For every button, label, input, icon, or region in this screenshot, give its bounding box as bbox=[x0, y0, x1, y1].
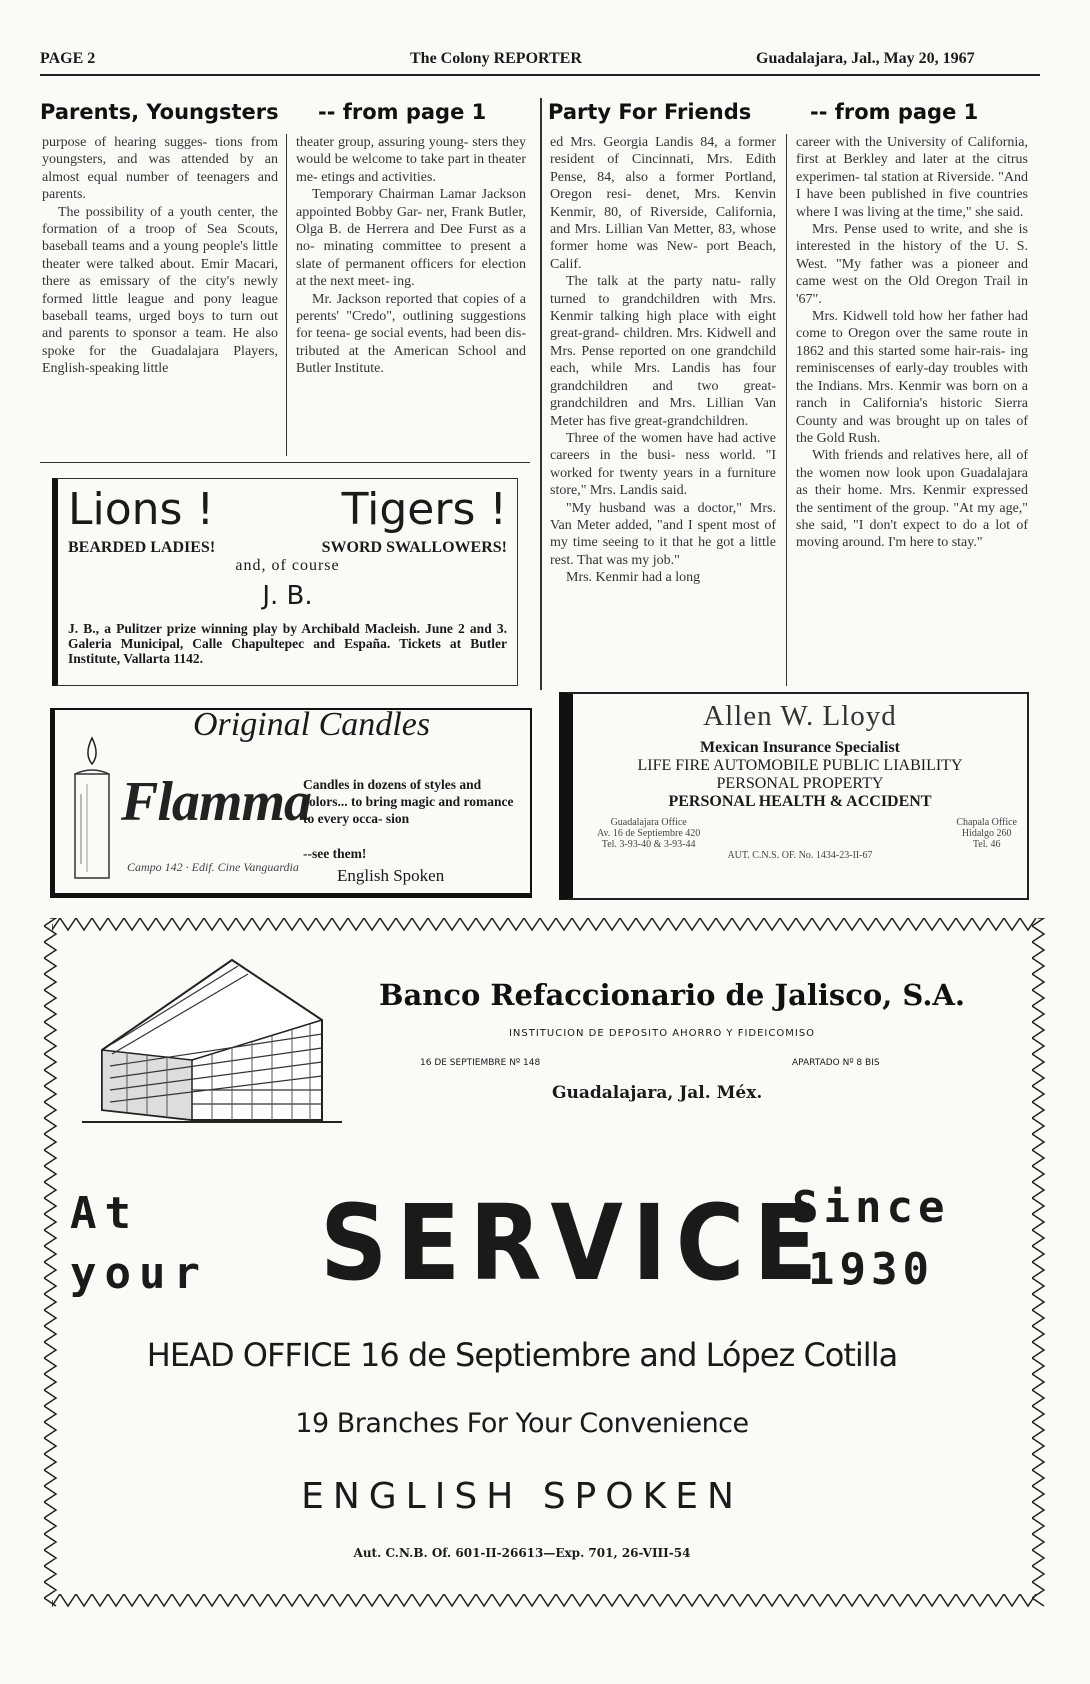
lloyd-title: Mexican Insurance Specialist bbox=[700, 739, 900, 756]
bank-apartado: APARTADO Nº 8 BIS bbox=[792, 1058, 880, 1068]
zigzag-border-bottom bbox=[52, 1594, 1042, 1608]
office-name: Guadalajara Office bbox=[610, 817, 687, 828]
paragraph: purpose of hearing sugges- tions from youngsters, and was attended by an almost equal number of teenagers and parents. bbox=[42, 135, 278, 203]
header-rule bbox=[40, 74, 1040, 76]
left-headline: Parents, Youngsters bbox=[40, 100, 279, 124]
bank-institution: INSTITUCION DE DEPOSITO AHORRO Y FIDEICOMISO bbox=[508, 1028, 816, 1039]
and-of-course: and, of course bbox=[235, 557, 340, 574]
sword-swallowers: SWORD SWALLOWERS! bbox=[321, 539, 507, 556]
flamma-logo: Flamma bbox=[121, 771, 312, 833]
paragraph: Mr. Jackson reported that copies of a perents' "Credo", outlining suggestions for teena- ge social events, had been dis- tributed at the American School and Butler Institute. bbox=[296, 291, 526, 377]
paragraph: ed Mrs. Georgia Landis 84, a former resident of Cincinnati, Mrs. Edith Pense, 84, also a former Portland, Oregon resi- denet, Mrs. Kenvin Kenmir, 80, of Riverside, California, and Mrs. Lillian Van Metter, 83, whose former home was New- port Beach, Calif. bbox=[550, 135, 776, 272]
candles-address: Campo 142 · Edif. Cine Vanguardia bbox=[127, 860, 299, 874]
lloyd-name: Allen W. Lloyd bbox=[703, 700, 897, 732]
center-column-rule bbox=[540, 98, 542, 690]
dateline: Guadalajara, Jal., May 20, 1967 bbox=[756, 50, 975, 67]
office-name: Chapala Office bbox=[956, 817, 1017, 828]
right-story-col1 bbox=[550, 134, 776, 587]
column-rule bbox=[286, 134, 287, 456]
paragraph: The talk at the party natu- rally turned to grandchildren with Mrs. Kenmir talking high place with eight great-grand- children. Mrs. Kidwell and Mrs. Pense reported on one grandchild each, while Mrs. Landis has four grandchildren and two great-grandchildren and Mrs. Lillian Van Meter has five great-grandchildren. bbox=[550, 274, 776, 429]
zigzag-border-top bbox=[52, 918, 1042, 932]
paragraph: Three of the women have had active careers in the busi- ness world. "I worked for twenty years in a furniture store," Mrs. Landis said. bbox=[550, 430, 776, 499]
slogan-year: 1930 bbox=[808, 1244, 934, 1295]
slogan-your: your bbox=[70, 1248, 208, 1299]
right-headline: Party For Friends bbox=[548, 100, 752, 124]
office-address: Av. 16 de Septiembre 420 bbox=[597, 828, 701, 839]
bank-name: Banco Refaccionario de Jalisco, S.A. bbox=[378, 978, 966, 1012]
bearded-ladies: BEARDED LADIES! bbox=[68, 539, 216, 556]
jb-title: J. B. bbox=[262, 581, 313, 611]
left-story-col2 bbox=[296, 134, 526, 378]
head-office: HEAD OFFICE 16 de Septiembre and López Cotilla bbox=[146, 1336, 898, 1374]
lions-heading: Lions ! bbox=[68, 484, 215, 535]
paragraph: Mrs. Kidwell told how her father had come to Oregon over the same route in 1862 and this started some hair-rais- ing reminiscenses of early-day troubles with the Indians. Mrs. Kenmir was born on a ranch in California's historic Sierra County and was brought up on tales of the Gold Rush. bbox=[796, 309, 1028, 446]
chapala-office bbox=[956, 817, 1017, 850]
english-spoken: ENGLISH SPOKEN bbox=[301, 1476, 743, 1517]
paragraph: With friends and relatives here, all of the women now look upon Guadalajara as their home. Mrs. Kenmir expressed the sentiment of the group. "At my age," she said, "I don't expect to do a lot of moving around. I'm here to stay." bbox=[796, 448, 1028, 551]
tigers-heading: Tigers ! bbox=[341, 484, 507, 535]
office-phone: Tel. 3-93-40 & 3-93-44 bbox=[601, 839, 696, 850]
bank-aut: Aut. C.N.B. Of. 601-II-26613—Exp. 701, 26-VIII-54 bbox=[353, 1546, 691, 1560]
office-address: Hidalgo 260 bbox=[961, 828, 1012, 839]
bank-city: Guadalajara, Jal. Méx. bbox=[552, 1083, 763, 1103]
bank-ad bbox=[52, 918, 1042, 1608]
candles-body: Candles in dozens of styles and colors... to bring magic and romance to every occa- sion bbox=[303, 777, 514, 826]
ad-rule bbox=[40, 462, 530, 463]
flamma-candles-ad bbox=[50, 708, 532, 898]
right-story-col2 bbox=[796, 134, 1028, 552]
paragraph: Mrs. Pense used to write, and she is interested in the history of the U. S. West. "My father was a pioneer and came west on the Old Oregon Trail in '67". bbox=[796, 222, 1028, 307]
candle-icon bbox=[61, 734, 123, 884]
slogan-at: At bbox=[70, 1188, 139, 1239]
candles-title: Original Candles bbox=[193, 706, 431, 743]
bank-building-icon bbox=[82, 940, 342, 1130]
jb-play-ad bbox=[52, 478, 518, 686]
lloyd-aut: AUT. C.N.S. OF. No. 1434-23-II-67 bbox=[727, 850, 873, 861]
coverage-line: LIFE FIRE AUTOMOBILE PUBLIC LIABILITY bbox=[637, 757, 963, 774]
office-phone: Tel. 46 bbox=[972, 839, 1001, 850]
right-continued: -- from page 1 bbox=[810, 100, 979, 124]
zigzag-border-right bbox=[1032, 918, 1046, 1608]
paragraph: career with the University of California, first at Berkley and later at the citrus experimen- tal station at Riverside. "And I have been published in five countries where I was living at the time," she said. bbox=[796, 135, 1028, 220]
branches: 19 Branches For Your Convenience bbox=[295, 1408, 749, 1439]
paragraph: Mrs. Kenmir had a long bbox=[566, 570, 701, 586]
paragraph: "My husband was a doctor," Mrs. Van Meter added, "and I spent most of my time seeing to it that he got a little rest. That was my job." bbox=[550, 500, 776, 568]
candles-english: English Spoken bbox=[337, 866, 445, 885]
bank-street: 16 DE SEPTIEMBRE Nº 148 bbox=[420, 1058, 541, 1068]
slogan-service: SERVICE bbox=[320, 1182, 827, 1304]
guadalajara-office bbox=[597, 817, 700, 850]
slogan-since: Since bbox=[792, 1182, 950, 1233]
paragraph: Temporary Chairman Lamar Jackson appointed Bobby Gar- ner, Frank Butler, Olga B. de Herrera and Dee Furst as a no- minating committee to present a slate of permanent officers for election at the next meet- ing. bbox=[296, 187, 526, 290]
coverage-line: PERSONAL PROPERTY bbox=[716, 775, 884, 792]
column-rule bbox=[786, 134, 787, 686]
lloyd-insurance-ad bbox=[559, 692, 1029, 900]
candles-see: --see them! bbox=[303, 846, 367, 861]
coverage-line: PERSONAL HEALTH & ACCIDENT bbox=[668, 793, 932, 810]
page-number: PAGE 2 bbox=[40, 50, 96, 67]
newspaper-name: The Colony REPORTER bbox=[410, 50, 582, 67]
paragraph: theater group, assuring young- sters they would be welcome to take part in theater me- etings and activities. bbox=[296, 135, 526, 185]
paragraph: The possibility of a youth center, the formation of a troop of Sea Scouts, baseball teams and a young people's little theater were talked about. Emir Macari, there as emissary of the city's newly formed little league and pony league baseball teams, urged boys to turn out and parents to sponsor a team. He also spoke for the Guadalajara Players, English-speaking little bbox=[42, 204, 278, 377]
left-continued: -- from page 1 bbox=[318, 100, 487, 124]
jb-details: J. B., a Pulitzer prize winning play by Archibald Macleish. June 2 and 3. Galeria Municipal, Calle Chapultepec and España. Tickets at Butler Institute, Vallarta 1142. bbox=[68, 621, 507, 666]
left-story-col1 bbox=[42, 134, 278, 378]
lloyd-lines bbox=[573, 757, 1027, 811]
